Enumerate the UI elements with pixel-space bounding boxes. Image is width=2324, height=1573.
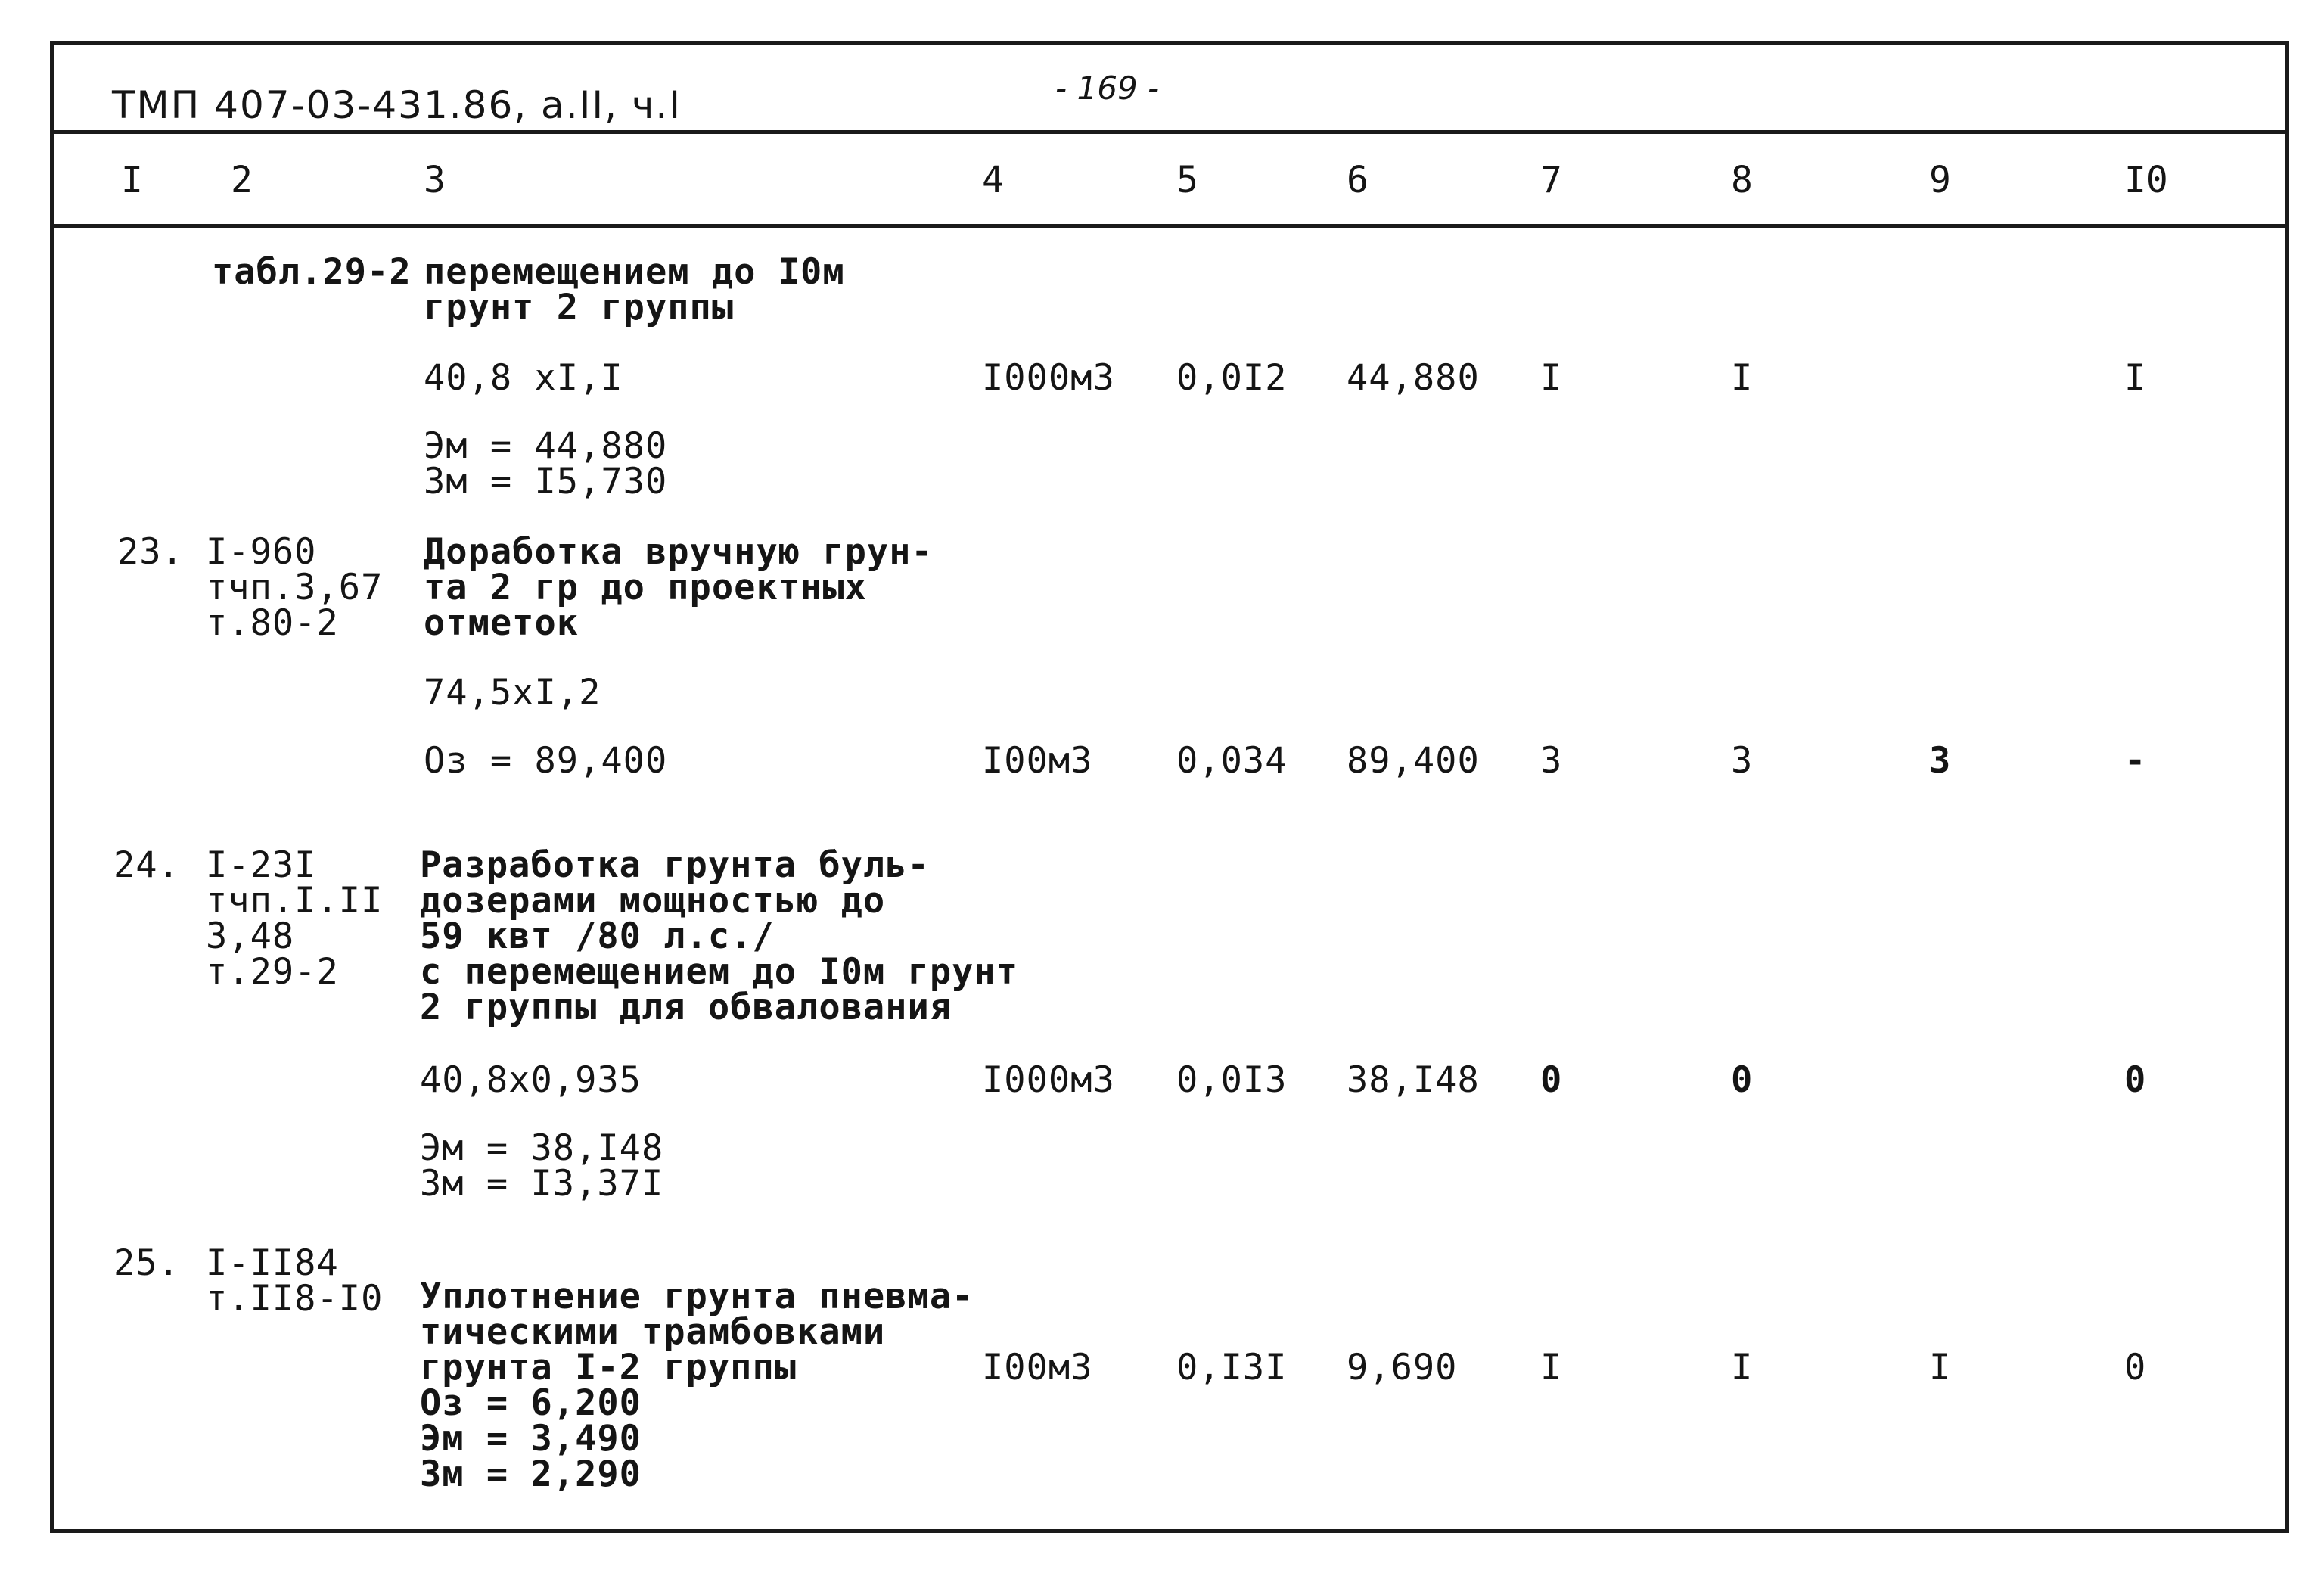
column-header-divider	[50, 224, 2289, 228]
header-divider	[50, 130, 2289, 134]
row-total: 9,690	[1347, 1347, 1458, 1388]
row-ref: I-23I тчп.I.II 3,48 т.29-2	[206, 844, 384, 993]
row-col8: 3	[1731, 740, 1754, 782]
row-unit: I00м3	[982, 1347, 1093, 1388]
row-description: Разработка грунта буль- дозерами мощностью до 59 квт /80 л.с./ с перемещением до I0м грунт 2 группы для обвалования	[420, 844, 1019, 1028]
row-col7: 0	[1540, 1059, 1563, 1101]
row-coefficient: 0,0I3	[1176, 1059, 1288, 1101]
row-col8: 0	[1731, 1059, 1754, 1101]
row-ref: табл.29-2	[212, 251, 412, 293]
row-calc: Оз = 89,400	[424, 740, 668, 782]
column-header-6: 6	[1347, 159, 1369, 201]
row-col10: I	[2124, 357, 2147, 399]
row-col7: I	[1540, 357, 1563, 399]
row-description: перемещением до I0м грунт 2 группы	[424, 251, 845, 328]
row-formula: 40,8 хI,I	[424, 357, 623, 399]
row-col8: I	[1731, 357, 1754, 399]
row-col8: I	[1731, 1347, 1754, 1388]
row-unit: I000м3	[982, 357, 1115, 399]
column-header-7: 7	[1540, 159, 1562, 201]
column-header-5: 5	[1176, 159, 1198, 201]
row-coefficient: 0,034	[1176, 740, 1288, 782]
row-ref: I-II84 т.II8-I0	[206, 1242, 384, 1320]
column-header-3: 3	[424, 159, 446, 201]
row-col7: 3	[1540, 740, 1563, 782]
row-total: 38,I48	[1347, 1059, 1480, 1101]
column-header-9: 9	[1929, 159, 1951, 201]
row-coefficient: 0,I3I	[1176, 1347, 1288, 1388]
row-ref: I-960 тчп.3,67 т.80-2	[206, 531, 384, 644]
column-header-4: 4	[982, 159, 1004, 201]
row-notes: Эм = 44,880 Зм = I5,730	[424, 425, 668, 502]
row-number: 23.	[117, 531, 184, 573]
row-formula: 74,5хI,2	[424, 672, 601, 713]
column-header-10: I0	[2124, 159, 2168, 201]
column-header-2: 2	[231, 159, 253, 201]
page-number: - 169 -	[1055, 70, 1160, 107]
row-col10: 0	[2124, 1347, 2147, 1388]
row-col9: 3	[1929, 740, 1952, 782]
row-description: Уплотнение грунта пневма- тическими трамбовками грунта I-2 группы Оз = 6,200 Эм = 3,490 Зм = 2,290	[420, 1276, 974, 1495]
row-unit: I000м3	[982, 1059, 1115, 1101]
row-description: Доработка вручную грун- та 2 гр до проектных отметок	[424, 531, 934, 644]
row-number: 25.	[113, 1242, 180, 1284]
row-total: 89,400	[1347, 740, 1480, 782]
row-col7: I	[1540, 1347, 1563, 1388]
row-total: 44,880	[1347, 357, 1480, 399]
row-formula: 40,8х0,935	[420, 1059, 642, 1101]
column-header-8: 8	[1731, 159, 1753, 201]
row-col10: -	[2124, 740, 2147, 782]
row-coefficient: 0,0I2	[1176, 357, 1288, 399]
row-number: 24.	[113, 844, 180, 886]
row-col10: 0	[2124, 1059, 2147, 1101]
document-code: ТМП 407-03-431.86, а.II, ч.I	[112, 83, 682, 127]
row-col9: I	[1929, 1347, 1952, 1388]
row-notes: Эм = 38,I48 Зм = I3,37I	[420, 1127, 664, 1205]
column-header-1: I	[121, 159, 143, 201]
row-unit: I00м3	[982, 740, 1093, 782]
